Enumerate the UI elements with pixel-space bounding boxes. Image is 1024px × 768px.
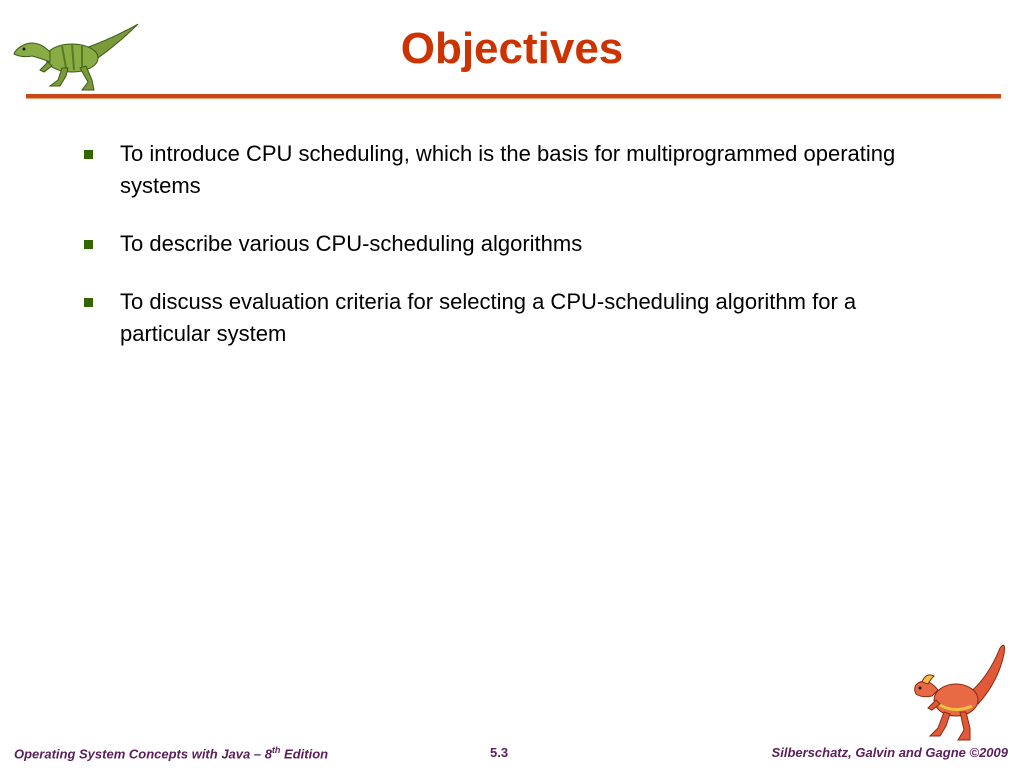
footer-book-title-suffix: Edition bbox=[280, 746, 329, 762]
footer-page-number: 5.3 bbox=[490, 745, 509, 760]
bullet-item bbox=[84, 286, 944, 350]
bullet-text: To introduce CPU scheduling, which is the basis for multiprogrammed operating systems bbox=[120, 141, 896, 198]
bullet-item bbox=[84, 228, 944, 260]
slide-title: Objectives bbox=[400, 24, 624, 73]
square-bullet-icon bbox=[84, 298, 93, 307]
bullet-text: To discuss evaluation criteria for selecting a CPU-scheduling algorithm for a particular system bbox=[120, 289, 857, 346]
footer-book-title-prefix: Operating System Concepts with Java – 8 bbox=[14, 746, 272, 762]
bullet-item bbox=[84, 138, 944, 202]
footer-edition-superscript: th bbox=[271, 745, 281, 755]
red-dinosaur-icon bbox=[908, 638, 1008, 744]
bullet-text: To describe various CPU-scheduling algorithms bbox=[120, 231, 583, 256]
footer-copyright: Silberschatz, Galvin and Gagne ©2009 bbox=[771, 745, 1008, 760]
bullet-list bbox=[84, 138, 944, 376]
title-underline bbox=[26, 94, 1001, 99]
square-bullet-icon bbox=[84, 150, 93, 159]
square-bullet-icon bbox=[84, 240, 93, 249]
footer-book-title bbox=[14, 745, 328, 761]
